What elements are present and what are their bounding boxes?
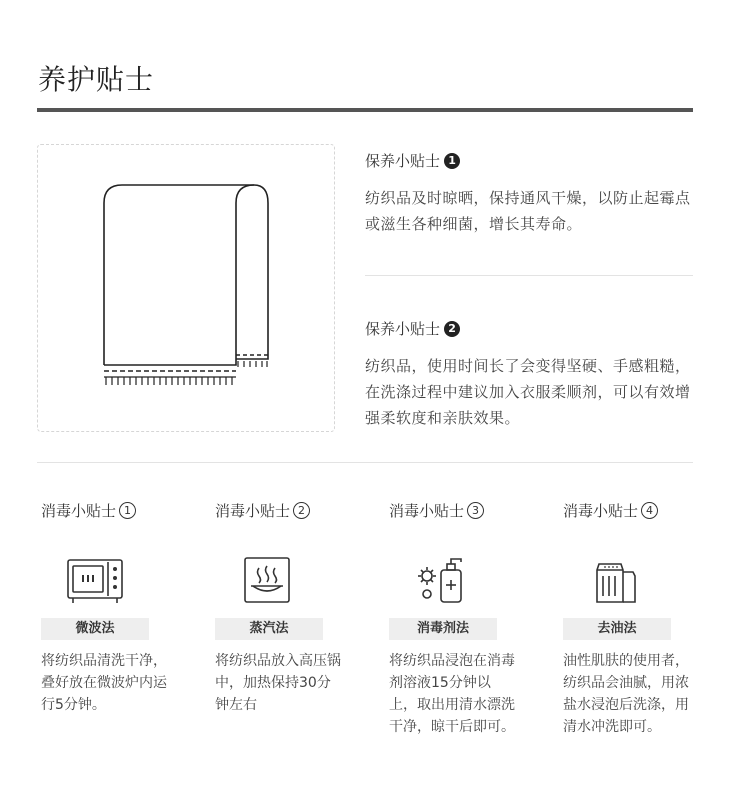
care-tip-1 <box>365 150 695 237</box>
disinfect-card-2 <box>215 500 365 713</box>
card-heading: 消毒小贴士 <box>563 502 639 520</box>
number-badge: 3 <box>467 502 484 519</box>
disinfect-card-1 <box>41 500 191 713</box>
care-tip-heading: 保养小贴士 <box>365 152 441 170</box>
number-badge: 2 <box>444 321 460 337</box>
disinfect-card-4 <box>563 500 713 735</box>
method-description: 油性肌肤的使用者，纺织品会油腻，用浓盐水浸泡后洗涤，用清水冲洗即可。 <box>563 653 689 735</box>
number-badge: 1 <box>119 502 136 519</box>
method-label: 去油法 <box>563 618 671 640</box>
method-label: 微波法 <box>41 618 149 640</box>
microwave-icon <box>65 556 125 606</box>
section-divider <box>37 462 693 463</box>
towel-icon <box>38 145 336 433</box>
tip-divider <box>365 275 693 276</box>
care-tip-text: 纺织品及时晾晒，保持通风干燥，以防止起霉点或滋生各种细菌，增长其寿命。 <box>365 189 691 233</box>
care-tip-text: 纺织品，使用时间长了会变得坚硬、手感粗糙，在洗涤过程中建议加入衣服柔顺剂，可以有效增强柔软度和亲肤效果。 <box>365 357 691 427</box>
card-heading: 消毒小贴士 <box>41 502 117 520</box>
steam-pot-icon <box>239 556 299 606</box>
method-description: 将纺织品浸泡在消毒剂溶液15分钟以上，取出用清水漂洗干净，晾干后即可。 <box>389 653 515 735</box>
care-tip-2 <box>365 318 695 431</box>
care-tip-heading: 保养小贴士 <box>365 320 441 338</box>
method-description: 将纺织品清洗干净，叠好放在微波炉内运行5分钟。 <box>41 653 167 713</box>
card-heading: 消毒小贴士 <box>215 502 291 520</box>
number-badge: 4 <box>641 502 658 519</box>
disinfect-card-3 <box>389 500 539 735</box>
number-badge: 1 <box>444 153 460 169</box>
title-divider <box>37 108 693 112</box>
method-label: 蒸汽法 <box>215 618 323 640</box>
page-title: 养护贴士 <box>38 63 155 96</box>
method-label: 消毒剂法 <box>389 618 497 640</box>
card-heading: 消毒小贴士 <box>389 502 465 520</box>
oil-shaker-icon <box>587 556 647 606</box>
number-badge: 2 <box>293 502 310 519</box>
towel-illustration-frame <box>37 144 335 432</box>
disinfectant-bottle-icon <box>413 556 473 606</box>
method-description: 将纺织品放入高压锅中，加热保持30分钟左右 <box>215 653 341 713</box>
